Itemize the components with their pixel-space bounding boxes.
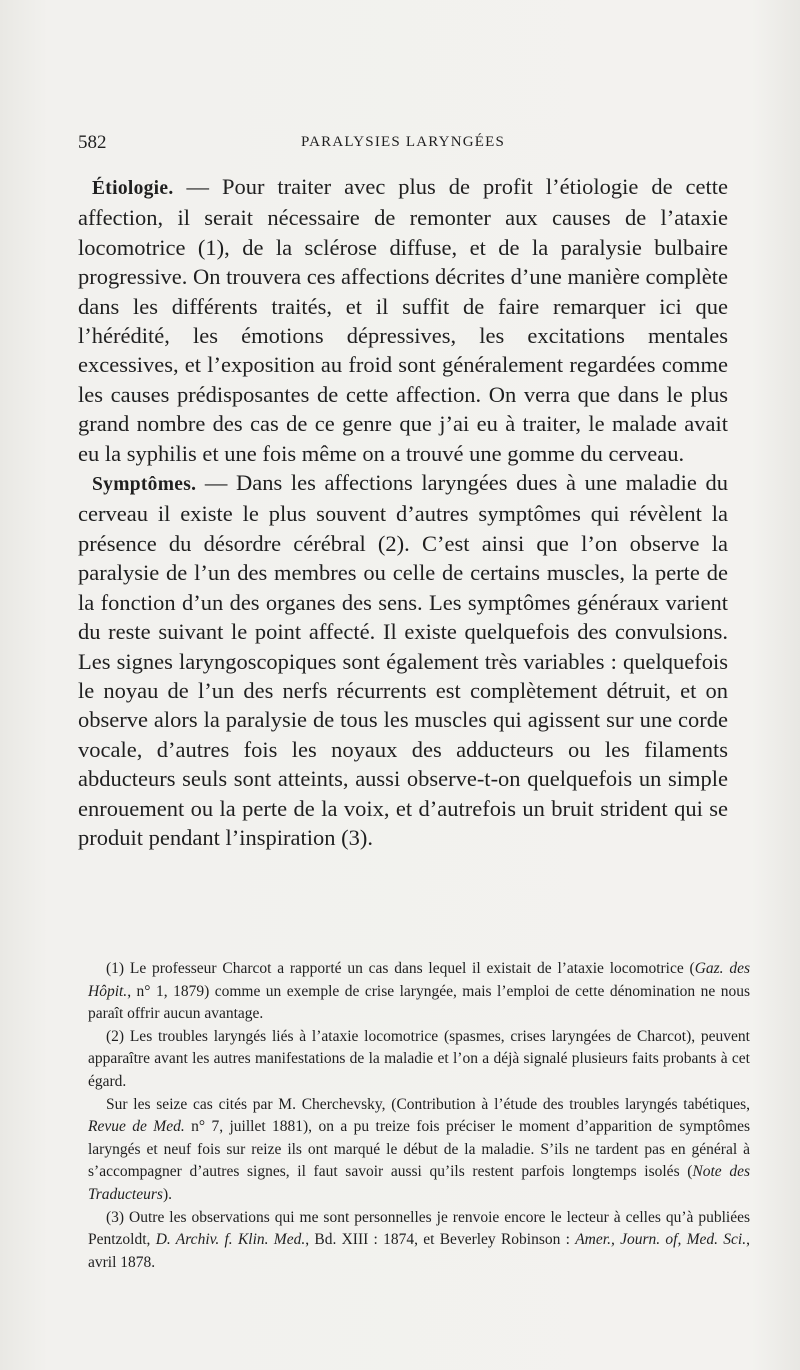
footnote-2-continued	[88, 1094, 750, 1207]
section-heading-symptomes: Symptômes.	[92, 474, 197, 496]
footnote-text: (3) Outre les observations qui me sont personnelles je renvoie encore le lecteur à celles qu’à publiées Pentzoldt,	[88, 1208, 750, 1249]
section-heading-etiologie: Étiologie.	[92, 178, 174, 199]
footnote-text: Sur les seize cas cités par M. Cherchevsky, (Contribution à l’étude des troubles laryngés tabétiques,	[106, 1095, 750, 1113]
footnote-citation: Amer., Journ. of, Med. Sci.	[575, 1231, 747, 1249]
paragraph-symptomes	[78, 468, 728, 852]
footnote-1	[88, 958, 750, 1026]
footnote-3	[88, 1207, 750, 1275]
paragraph-etiologie	[78, 172, 728, 468]
running-title: PARALYSIES LARYNGÉES	[300, 134, 506, 150]
footnote-2: (2) Les troubles laryngés liés à l’ataxie locomotrice (spasmes, crises laryngées de Charcot), peuvent apparaître avant les autres manifestations de la maladie et l’on a déjà signalé plusieurs faits probants à cet égard.	[88, 1027, 750, 1090]
paragraph-text: — Dans les affections laryngées dues à une maladie du cerveau il existe le plus souvent d’autres symptômes qui révèlent la présence du désordre cérébral (2). C’est ainsi que l’on observe la paralysie de l’un des membres ou celle de certains muscles, la perte de la fonction d’un des organes des sens. Les symptômes généraux varient du reste suivant le point affecté. Il existe quelquefois des convulsions. Les signes laryngoscopiques sont également très variables : quelquefois le noyau de l’un des nerfs récurrents est complètement détruit, et on observe alors la paralysie de tous les muscles qui agissent sur une corde vocale, d’autres fois les noyaux des adducteurs ou les filaments abducteurs seuls sont atteints, aussi observe-t-on quelquefois un simple enrouement ou la perte de la voix, et d’autrefois un bruit strident qui se produit pendant l’inspiration (3).	[78, 470, 728, 850]
footnote-citation: Note des Traducteurs	[88, 1163, 750, 1203]
page-header	[78, 132, 728, 156]
footnote-citation: Revue de Med.	[88, 1118, 185, 1136]
footnote-text: , n° 1, 1879) comme un exemple de crise laryngée, mais l’emploi de cette dénomination ne nous paraît offrir aucun avantage.	[88, 982, 750, 1023]
footnote-text: n° 7, juillet 1881), on a pu treize fois préciser le moment d’apparition de symptômes laryngés et neuf fois sur reize ils ont marqué le début de la maladie. S’ils ne tardent pas en général à s’accompagner d’autres signes, il faut savoir aussi qu’ils restent parfois longtemps isolés (	[88, 1118, 750, 1181]
footnote-text: (1) Le professeur Charcot a rapporté un cas dans lequel il existait de l’ataxie locomotrice (	[106, 960, 695, 977]
paragraph-text: — Pour traiter avec plus de profit l’étiologie de cette affection, il serait nécessaire de remonter aux causes de l’ataxie locomotrice (1), de la sclérose diffuse, et de la paralysie bulbaire progressive. On trouvera ces affections décrites d’une manière complète dans les différents traités, et il suffit de faire remarquer ici que l’hérédité, les émotions dépressives, les excitations mentales excessives, et l’exposition au froid sont généralement regardées comme les causes prédisposantes de cette affection. On verra que dans le plus grand nombre des cas de ce genre que j’ai eu à traiter, le malade avait eu la syphilis et une fois même on a trouvé une gomme du cerveau.	[78, 174, 728, 466]
main-text	[78, 172, 728, 852]
footnotes	[88, 958, 750, 1274]
footnote-text: , Bd. XIII : 1874, et Beverley Robinson :	[305, 1231, 576, 1249]
footnote-citation: D. Archiv. f. Klin. Med.	[155, 1231, 306, 1249]
footnote-citation: Gaz. des Hôpit.	[88, 960, 750, 1000]
page-number: 582	[78, 132, 107, 153]
footnote-text: ).	[162, 1185, 172, 1203]
footnote-text: , avril 1878.	[88, 1231, 750, 1271]
